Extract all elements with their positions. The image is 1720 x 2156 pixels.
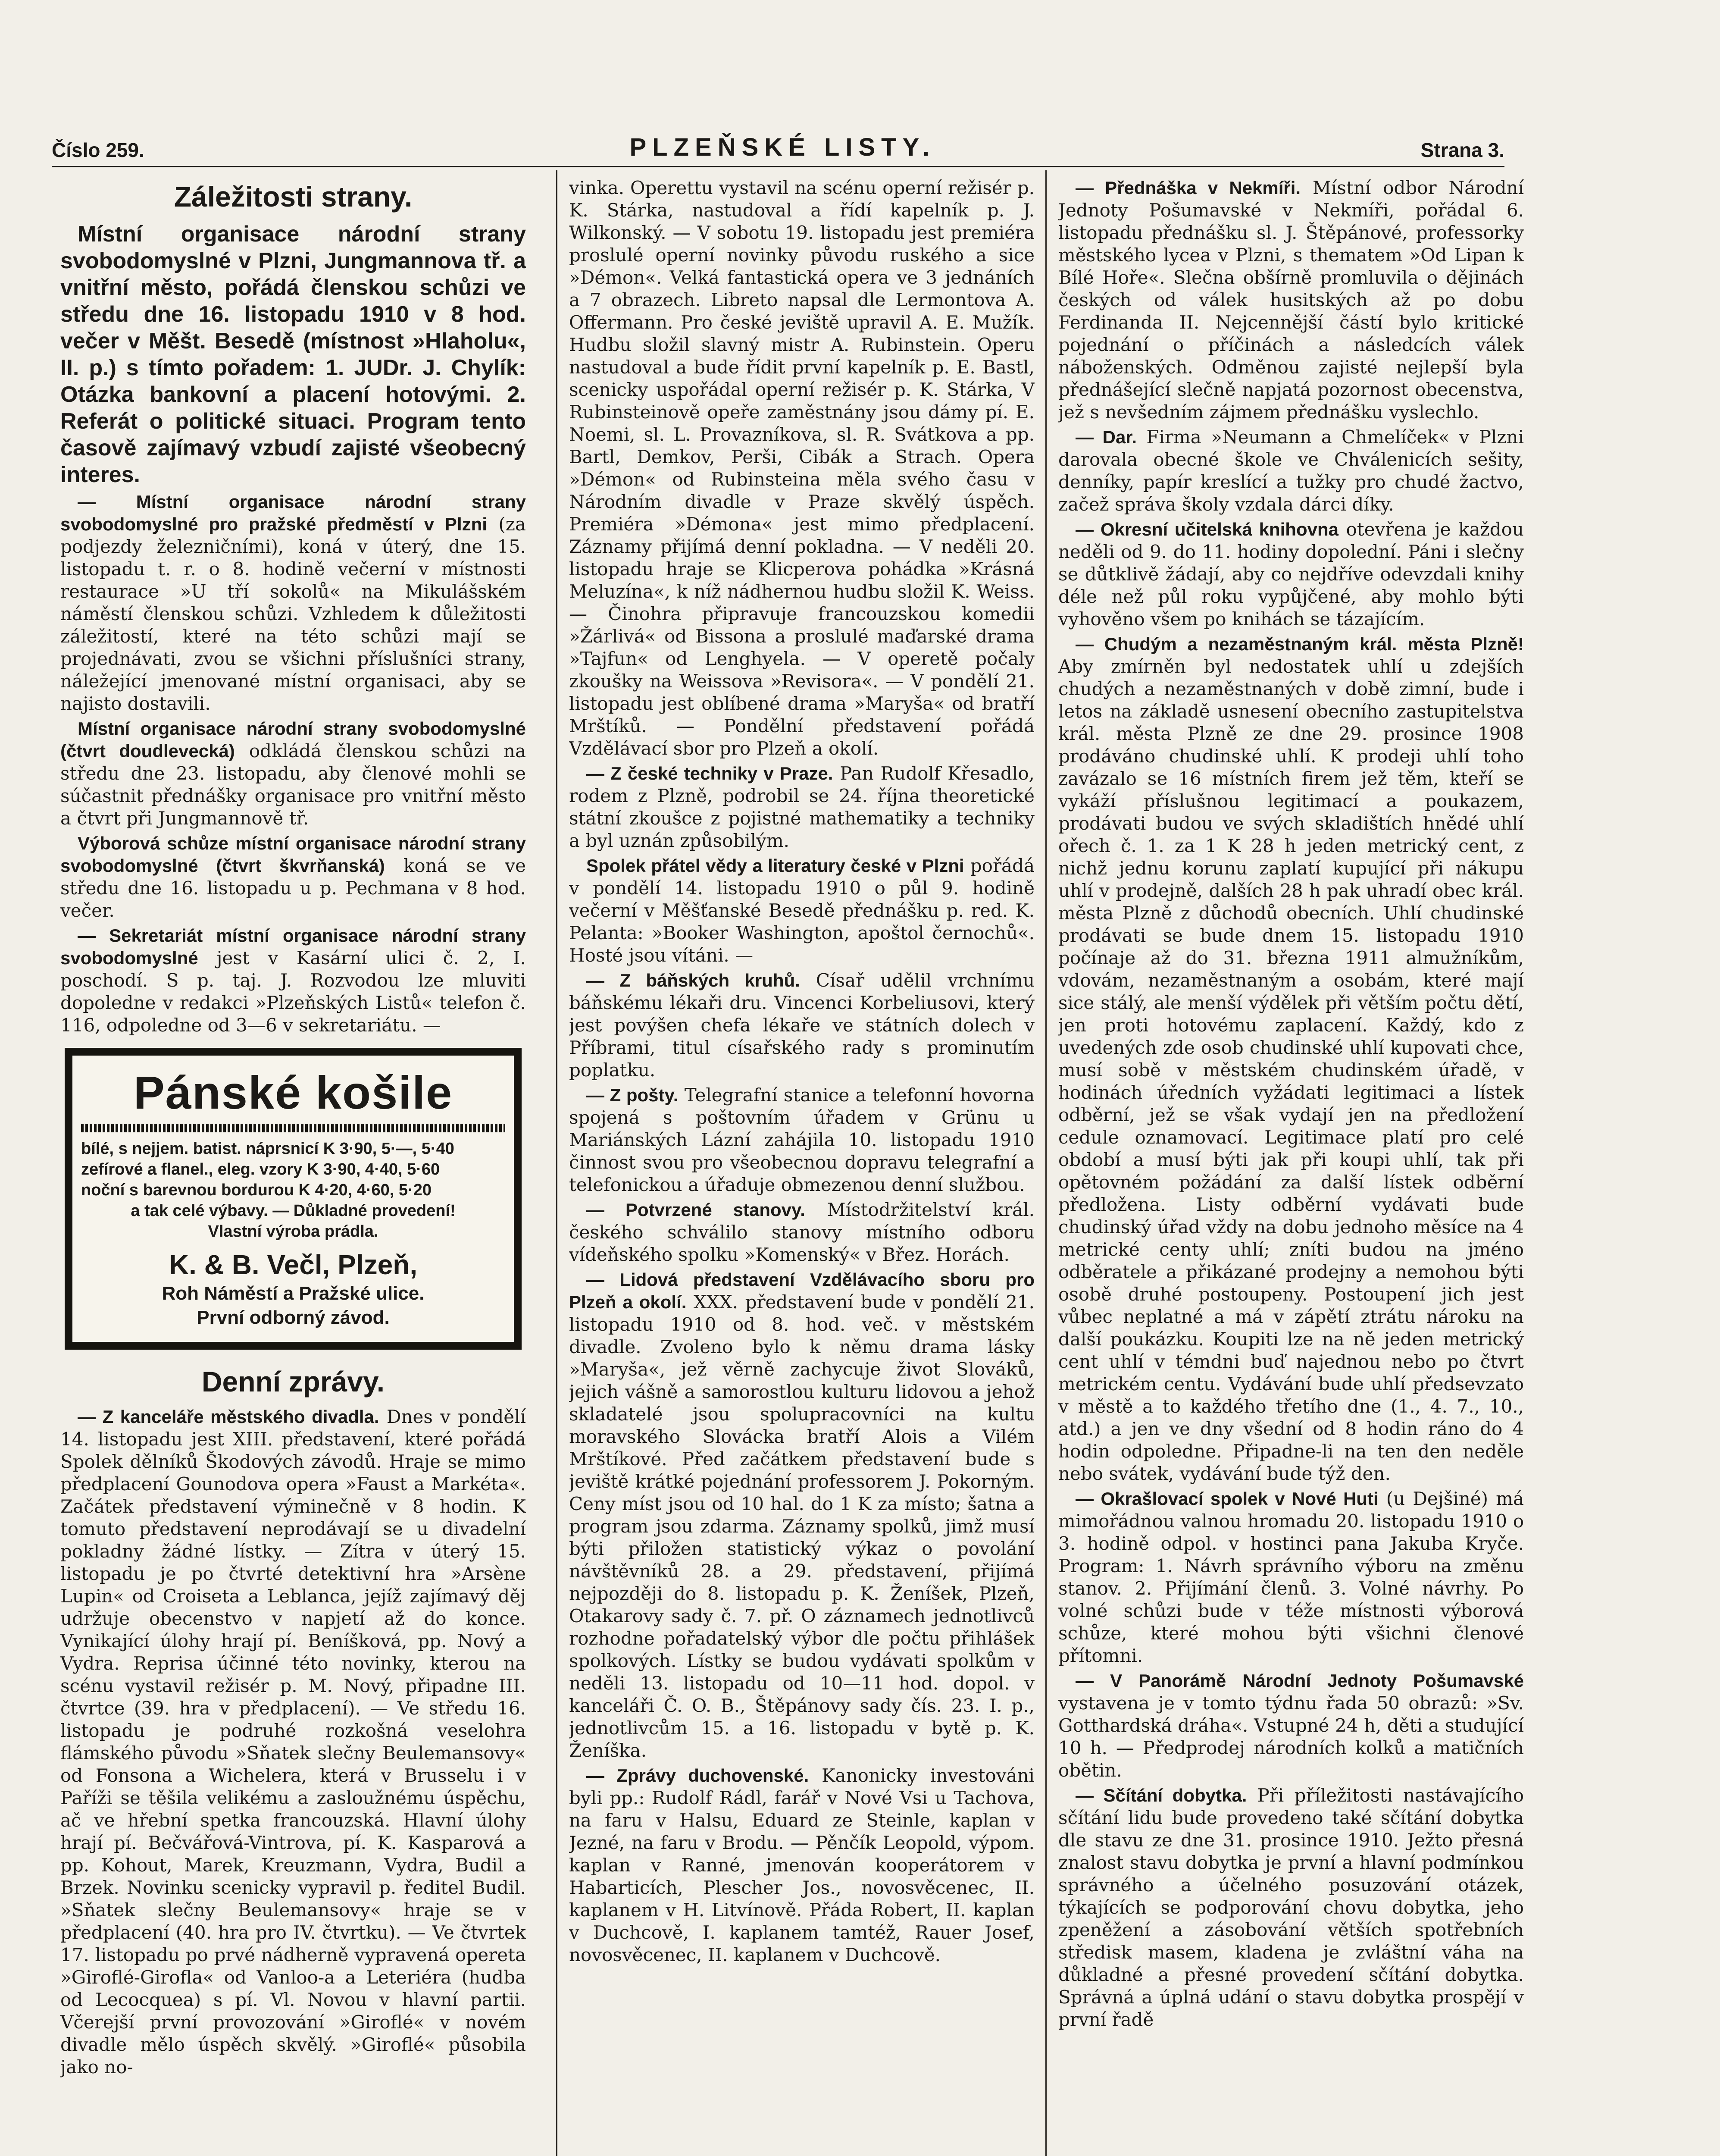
- masthead-rule: [52, 166, 1504, 167]
- article-heading: Výborová schůze místní organisace národní strany svobodomyslné (čtvrt škvrňanská): [60, 833, 526, 876]
- article-body: vystavena je v tomto týdnu řada 50 obrazů: »Sv. Gotthardská dráha«. Vstupné 24 h, děti a studující 10 h. — Předprodej národních kolků a matičních obětin.: [1058, 1692, 1524, 1781]
- article-prague-suburb: [60, 491, 526, 715]
- ad-slogan: První odborný závod.: [197, 1307, 390, 1328]
- article-mining: [569, 969, 1035, 1081]
- article-body: XXX. představení bude v pondělí 21. listopadu 1910 od 8. hod. več. v městském divadle. Zvoleno bylo k němu drama lásky »Maryša«, jež věrně zachycuje život Slováků, jejich vášně a samorostlou kulturu lidovou a jehož skladatelé jsou spolupracovníci na kultu moravského Slovácka bratří Alois a Vilém Mrštíkové. Před začátkem představení bude s jeviště krátké pojednání professorem J. Pokorným. Ceny míst jsou od 10 hal. do 1 K za místo; šatna a program jsou zdarma. Záznamy spolků, jimž musí býti přiložen statistický výkaz o povolání návštěvníků 28. a 29. představení, přijímá nejpozději do 8. listopadu p. K. Ženíšek, Plzeň, Otakarovy sady č. 7. př. O záznamech jednotlivců rozhodne pořadatelský výbor dle počtu přihlášek spolkových. Lístky se budou vydávati spolkům v neděli 13. listopadu od 10—11 hod. dopol. v kanceláři Č. O. B., Štěpánovy sady čís. 23. I. p., jednotlivcům 15. a 16. listopadu v bytě p. K. Ženíška.: [569, 1291, 1035, 1761]
- article-body: pořádá v pondělí 14. listopadu 1910 o půl 9. hodině večerní v Měšťanské Besedě přednášku p. red. K. Pelanta: »Booker Washington, apoštol černochů«. Hosté jsou vítáni. —: [569, 855, 1035, 966]
- ad-price-line: zefírové a flanel., eleg. vzory K 3·90, 4·40, 5·60: [81, 1160, 440, 1178]
- column-2: [569, 177, 1035, 2156]
- article-teachers-library: [1058, 518, 1524, 630]
- article-beautification-society: [1058, 1488, 1524, 1667]
- article-heading: — Dar.: [1076, 427, 1137, 447]
- page-number: Strana 3.: [1420, 139, 1504, 161]
- article-technika: [569, 762, 1035, 852]
- article-clergy-news: [569, 1764, 1035, 1966]
- ad-price-line: noční s barevnou bordurou K 4·20, 4·60, 5·20: [81, 1181, 432, 1199]
- article-heading: — Z kanceláře městského divadla.: [78, 1407, 379, 1427]
- article-skvrnanska: [60, 832, 526, 922]
- ad-decorative-band: [81, 1124, 505, 1132]
- article-theatre-continued: vinka. Operettu vystavil na scénu operní režisér p. K. Stárka, nastudoval a řídí kapelník p. J. Wilkonský. — V sobotu 19. listopadu jest premiéra proslulé operní novinky původu ruského a sice »Démon«. Velká fantastická opera ve 3 jednáních a 7 obrazech. Libreto napsal dle Lermontova A. Offermann. Pro české jeviště upravil A. E. Mužík. Hudbu složil slavný mistr A. Rubinstein. Operu nastudoval a bude řídit první kapelník p. E. Bastl, scenicky uspořádal operní režisér p. K. Stárka, V Rubinsteinově opeře zaměstnány jsou dámy pí. E. Noemi, sl. L. Provazníkova, sl. R. Svátkova a pp. Bartl, Demkov, Perši, Cibák a Strach. Opera »Démon« od Rubinsteina měla svého času v Národním divadle v Praze skvělý úspěch. Premiéra »Démona« jest mimo předplacení. Záznamy přijímá denní pokladna. — V neděli 20. listopadu hraje se Klicperova pohádka »Krásná Meluzína«, k níž nádhernou hudbu složil K. Weiss. — Činohra připravuje francouzskou komedii »Žárlivá« od Bissona a proslulé maďarské drama »Tajfun« od Lenghyela. — V operetě počaly zkoušky na Weissova »Revisora«. — V pondělí 21. listopadu jest oblíbené drama »Maryša« od bratří Mrštíků. — Pondělní představení pořádá Vzdělávací sbor pro Plzeň a okolí.: [569, 177, 1035, 759]
- article-heading: — Potvrzené stanovy.: [586, 1200, 805, 1220]
- article-body: Místodržitelství král. českého schválilo stanovy místního odboru vídeňského spolku »Komenský« v Břez. Horách.: [569, 1199, 1035, 1265]
- ad-company-name: K. & B. Večl, Plzeň,: [169, 1249, 418, 1280]
- article-body: (za podjezdy železničními), koná v úterý, dne 15. listopadu t. r. o 8. hodině večerní v místnosti restaurace »U tří sokolů« na Mikulášském náměstí členskou schůzi. Vzhledem k důležitosti záležitostí, které na této schůzi mají se projednávati, zvou se všichni příslušníci strany, náležející jmenované místní organisaci, aby se najisto dostavili.: [60, 514, 526, 714]
- article-body: Dnes v pondělí 14. listopadu jest XIII. představení, které pořádá Spolek dělníků Škodových závodů. Hraje se mimo předplacení Gounodova opera »Faust a Markéta«. Začátek představení výminečně v 8 hodin. K tomuto představení neprodávají se u divadelní pokladny žádné lístky. — Zítra v úterý 15. listopadu je po čtvrté detektivní hra »Arsène Lupin« od Croiseta a Leblanca, jejíž zajímavý děj udržuje obecenstvo v napjetí až do konce. Vynikající úlohy hrají pí. Beníšková, pp. Nový a Vydra. Reprisa účinné této novinky, kterou na scénu vystavil režisér p. M. Nový, připadne III. čtvrtce (39. hra v předplacení). — Ve středu 16. listopadu je podruhé rozkošná veselohra flámského původu »Sňatek slečny Beulemansovy« od Fonsona a Wichelera, která v Brusselu i v Paříži se těšila velikému a zasloužnému úspěchu, ač ve hřební spetka francouzská. Hlavní úlohy hrají pí. Bečvářová-Vintrova, pí. K. Kasparová a pp. Kohout, Marek, Kreuzmann, Vydra, Budil a Brzek. Novinku scenicky vypravil p. ředitel Budil. »Sňatek slečny Beulemansovy« hraje se v předplacení (40. hra pro IV. čtvrtku). — Ve čtvrtek 17. listopadu po prvé nádherně vypravená opereta »Giroflé-Girofla« od Vanloo-a a Leteriéra (hudba od Lecocquea) s pí. Vl. Novou v hlavní partii. Včerejší první provozování »Giroflé« v novém divadle mělo úspěch skvělý. »Giroflé« působila jako no-: [60, 1406, 526, 2078]
- article-folk-performances: [569, 1269, 1035, 1762]
- article-body: jest v Kasární ulici č. 2, I. poschodí. S p. taj. J. Rozvodou lze mluviti dopoledne v redakci »Plzeňských Listů« telefon č. 116, odpoledne od 3—6 v sekretariátu. —: [60, 947, 526, 1036]
- article-heading: — Z báňských kruhů.: [586, 970, 800, 990]
- newspaper-title: PLZEŇSKÉ LISTY.: [629, 133, 935, 161]
- article-theatre: [60, 1406, 526, 2078]
- section-heading-party: Záležitosti strany.: [174, 181, 413, 213]
- article-livestock-census: [1058, 1784, 1524, 2031]
- article-body: Firma »Neumann a Chmelíček« v Plzni darovala obecné škole ve Chválenicích sešity, denníky, papír kreslící a tužky pro chudé žactvo, začež správa školy vzdala dárci díky.: [1058, 426, 1524, 515]
- ad-tagline: a tak celé výbavy. — Důkladné provedení!: [131, 1202, 456, 1220]
- article-body: Telegrafní stanice a telefonní hovorna spojená s poštovním úřadem v Grünu u Mariánských Lázní zahájila 10. listopadu 1910 činnost svou pro všeobecnou dopravu telegrafní a telefonickou a úřaduje obmezenou denní službou.: [569, 1084, 1035, 1195]
- column-3: [1058, 177, 1524, 2156]
- article-body: Při příležitosti nastávajícího sčítání lidu bude provedeno také sčítání dobytka dle stavu ze dne 31. prosince 1910. Ježto přesná znalost stavu dobytka je první a hlavní podmínkou správného a účelného posuzování otázek, týkajících se podporování chovu dobytka, jeho zpeněžení a zásobování větších spotřebních středisk masem, kladena je zvláštní váha na důkladné a přesné provedení sčítání dobytka. Správná a úplná udání o stavu dobytka prospějí v první řadě: [1058, 1785, 1524, 2030]
- column-1: [60, 177, 526, 2156]
- ad-tagline: Vlastní výroba prádla.: [208, 1222, 378, 1241]
- article-heading: — Okresní učitelská knihovna: [1076, 519, 1338, 539]
- article-heading: — Místní organisace národní strany svobodomyslné pro pražské předměstí v Plzni: [60, 492, 526, 534]
- article-heading: — Sčítání dobytka.: [1076, 1785, 1247, 1805]
- article-science-society: [569, 855, 1035, 967]
- article-heading: — Lidová představení Vzdělávacího sboru pro Plzeň a okolí.: [569, 1269, 1035, 1312]
- article-body: otevřena je každou neděli od 9. do 11. hodiny dopolední. Páni i slečny se důtklivě žádají, aby co nejdříve odevzdali knihy déle než půl roku vypůjčené, aby mohlo býti vyhověno všem po knihách se tázajícím.: [1058, 519, 1524, 630]
- ad-title: Pánské košile: [133, 1066, 453, 1119]
- ad-address: Roh Náměstí a Pražské ulice.: [162, 1283, 425, 1304]
- article-body: Císař udělil vrchnímu báňskému lékaři dru. Vincenci Korbeliusovi, který jest povýšen chefa lékaře ve státních dolech v Příbrami, titul císařského rady s prominutím poplatku.: [569, 970, 1035, 1081]
- article-body: koná se ve středu dne 16. listopadu u p. Pechmana v 8 hod. večer.: [60, 855, 526, 921]
- article-panorama: [1058, 1670, 1524, 1782]
- article-heading: — Přednáška v Nekmíři.: [1076, 178, 1301, 198]
- article-heading: — Zprávy duchovenské.: [586, 1765, 809, 1786]
- article-heading: Spolek přátel vědy a literatury české v Plzni: [586, 856, 964, 876]
- article-heading: — Okrašlovací spolek v Nové Huti: [1076, 1489, 1379, 1509]
- article-heading: — V Panorámě Národní Jednoty Pošumavské: [1076, 1670, 1524, 1691]
- masthead: [52, 121, 1504, 162]
- article-secretariat: [60, 924, 526, 1037]
- issue-number: Číslo 259.: [52, 139, 144, 161]
- article-doudlevecka: [60, 718, 526, 830]
- article-lecture-nekmir: [1058, 177, 1524, 423]
- article-heading: Místní organisace národní strany svobodomyslné (čtvrt doudlevecká): [60, 718, 526, 761]
- article-gift: [1058, 426, 1524, 516]
- article-coal-for-poor: [1058, 633, 1524, 1485]
- column-divider-1: [556, 170, 557, 2156]
- article-lead-organisation: Místní organisace národní strany svobodomyslné v Plzni, Jungmannova tř. a vnitřní město, pořádá členskou schůzi ve středu dne 16. listopadu 1910 v 8 hod. večer v Měšt. Besedě (místnost »Hlaholu«, II. p.) s tímto pořadem: 1. JUDr. J. Chylík: Otázka bankovní a placení hotovými. 2. Referát o politické situaci. Program tento časově zajímavý vzbudí zajisté všeobecný interes.: [60, 222, 526, 487]
- article-heading: — Z české techniky v Praze.: [586, 763, 833, 783]
- article-heading: — Chudým a nezaměstnaným král. města Plzně!: [1076, 634, 1524, 654]
- article-body: Pan Rudolf Křesadlo, rodem z Plzně, podrobil se 24. října theoretické státní zkoušce z pojistné mathematiky a techniky a byl uznán způsobilým.: [569, 763, 1035, 851]
- article-heading: — Sekretariát místní organisace národní strany svobodomyslné: [60, 925, 526, 968]
- article-body: Kanonicky investováni byli pp.: Rudolf Rádl, farář v Nové Vsi u Tachova, na faru v Halsu, Eduard ze Steinle, kaplan v Jezné, na faru v Brodu. — Pěnčík Leopold, výpom. kaplan v Ranné, jmenován kooperátorem v Habarticích, Plescher Jos., novosvěcenec, II. kaplanem v H. Litvínově. Přáda Robert, II. kaplan v Duchcově, I. kaplanem tamtéž, Rauer Josef, novosvěcenec, II. kaplanem v Duchcově.: [569, 1765, 1035, 1965]
- column-divider-2: [1045, 170, 1047, 2156]
- article-post: [569, 1084, 1035, 1196]
- section-heading-daily-news: Denní zprávy.: [201, 1366, 385, 1398]
- article-body: odkládá členskou schůzi na středu dne 23. listopadu, aby členové mohli se súčastnit přednášky organisace pro vnitřní město a čtvrt při Jungmannově tř.: [60, 740, 526, 829]
- advertisement-shirts: [65, 1048, 522, 1350]
- article-statutes: [569, 1199, 1035, 1266]
- article-body: Místní odbor Národní Jednoty Pošumavské v Nekmíři, pořádal 6. listopadu přednášku sl. J. Štěpánové, professorky městského lycea v Plzni, s thematem »Od Lipan k Bílé Hoře«. Slečna obšírně promluvila o dějinách českých od válek husitských až po dobu Ferdinanda II. Nejcennější částí bylo kritické pojednání o příčinách a následcích válek náboženských. Odměnou zajisté nejlepší byla přednášející slečně napjatá pozornost obecenstva, jež s nevšedním zájmem přednášku vyslechlo.: [1058, 177, 1524, 423]
- article-heading: — Z pošty.: [586, 1085, 679, 1105]
- article-body: (u Dejšiné) má mimořádnou valnou hromadu 20. listopadu 1910 o 3. hodině odpol. v hostinci pana Jakuba Kryče. Program: 1. Návrh správního výboru na změnu stanov. 2. Přijímání členů. 3. Volné návrhy. Po volné schůzi bude v téže místnosti výborová schůze, které mohou býti všichni členové přítomni.: [1058, 1488, 1524, 1666]
- ad-price-line: bílé, s nejjem. batist. náprsnicí K 3·90, 5·—, 5·40: [81, 1140, 454, 1158]
- article-body: Aby zmírněn byl nedostatek uhlí u zdejších chudých a nezaměstnaných v době zimní, bude i letos na základě usnesení obecního zastupitelstva král. města Plzně ze dne 29. prosince 1908 prodáváno chudinské uhlí. K prodeji uhlí toho zavázalo se 16 místních firem jež těm, kteří se vykáží příslušnou legitimací a poukazem, prodávati budou ve svých skladištích hnědé uhlí ořech č. 1. za 1 K 28 h jeden metrický cent, z nichž jednu korunu zaplatí kupující při nákupu uhlí v prodejně, dalších 28 h pak uhradí obec král. města Plzně z důchodů obecních. Uhlí chudinské prodávati se bude dnem 15. listopadu 1910 počínaje až do 31. března 1911 almužníkům, vdovám, nezaměstnaným a osobám, které mají sice stálý, ale menší výdělek při větším počtu dětí, jen proti hotovému zaplacení. Každý, kdo z uvedených zde osob chudinské uhlí kupovati chce, musí sobě v městském chudinském úřadě, v hodinách úředních vyžádati legitimaci a lístek odběrní, jež se však vydají jen na předložení cedule oznamovací. Legitimace platí pro celé období a musí býti jak při koupi uhlí, tak při opětovném požádání za další lístek odběrní předložena. Listy odběrní vydávati bude chudinský úřad vždy na dobu jednoho měsíce na 4 metrické centy uhlí; zníti budou na jméno odběratele a přikázané prodejny a nemohou býti osobě druhé postoupeny. Postoupení jich jest vůbec neplatné a má v zápětí ztrátu nároku na další poukázku. Koupiti lze na ně jeden metrický cent uhlí v témdni buď najednou nebo po čtvrt metrickém centu. Vydávání bude uhlí předsevzato v městě a to každého třetího dne (1., 4. 7., 10., atd.) a jen ve dny všední od 8 hodin ráno do 4 hodin odpoledne. Připadne-li na ten den neděle nebo svátek, vydávání bude týž den.: [1058, 656, 1524, 1484]
